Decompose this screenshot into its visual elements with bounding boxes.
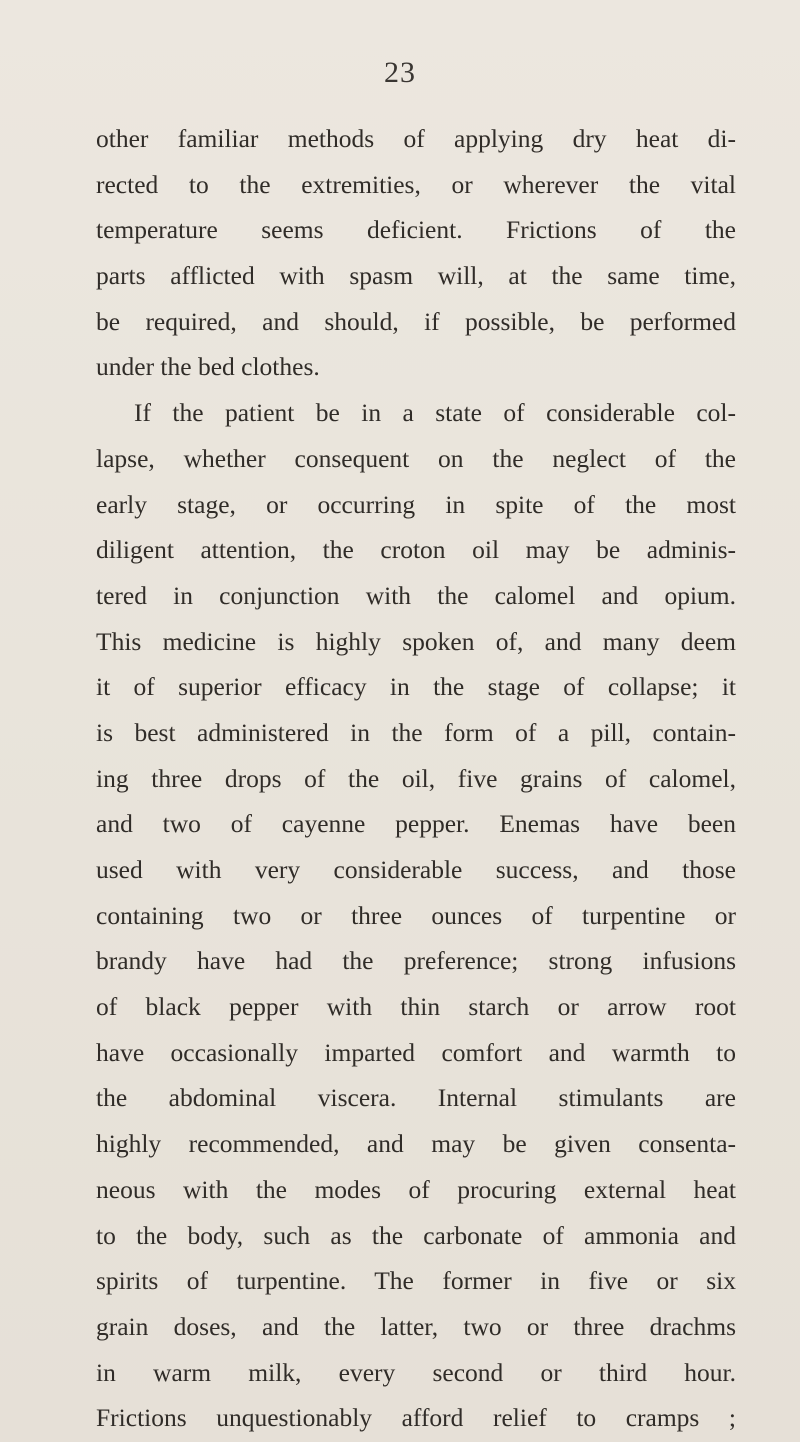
text-line: other familiar methods of applying dry heat di- — [96, 124, 736, 153]
text-line: tered in conjunction with the calomel and opium. — [96, 580, 736, 610]
page-number: 23 — [384, 56, 416, 89]
text-line: temperature seems deficient. Frictions of the — [96, 215, 736, 245]
text-line: under the bed clothes. — [96, 352, 320, 382]
text-line: highly recommended, and may be given consenta- — [96, 1129, 736, 1159]
text-line: Frictions unquestionably afford relief to cramps ; — [96, 1403, 736, 1433]
text-line: it of superior efficacy in the stage of collapse; it — [96, 672, 736, 702]
text-line: of black pepper with thin starch or arrow root — [96, 992, 736, 1022]
text-line: rected to the extremities, or wherever the vital — [96, 169, 736, 199]
text-line: containing two or three ounces of turpentine or — [96, 900, 736, 930]
text-line: brandy have had the preference; strong infusions — [96, 946, 736, 976]
text-line: to the body, such as the carbonate of ammonia and — [96, 1220, 736, 1250]
text-line: be required, and should, if possible, be performed — [96, 306, 736, 336]
text-line: have occasionally imparted comfort and warmth to — [96, 1037, 736, 1067]
text-line: grain doses, and the latter, two or three drachms — [96, 1311, 736, 1341]
text-line: parts afflicted with spasm will, at the same time, — [96, 261, 736, 291]
text-line: in warm milk, every second or third hour. — [96, 1357, 736, 1387]
text-line: ing three drops of the oil, five grains of calomel, — [96, 763, 736, 793]
text-line: diligent attention, the croton oil may be adminis- — [96, 535, 736, 565]
text-line: neous with the modes of procuring external heat — [96, 1174, 736, 1204]
text-line: spirits of turpentine. The former in five or six — [96, 1266, 736, 1296]
text-line: is best administered in the form of a pill, contain- — [96, 717, 736, 747]
body-text — [96, 116, 736, 1441]
text-line: If the patient be in a state of considerable col- — [134, 398, 736, 428]
text-line: and two of cayenne pepper. Enemas have been — [96, 809, 736, 839]
text-line: used with very considerable success, and those — [96, 855, 736, 884]
text-line: lapse, whether consequent on the neglect of the — [96, 443, 736, 473]
text-line: early stage, or occurring in spite of the most — [96, 489, 736, 519]
text-line: This medicine is highly spoken of, and many deem — [96, 626, 736, 656]
text-line: the abdominal viscera. Internal stimulants are — [96, 1083, 736, 1113]
